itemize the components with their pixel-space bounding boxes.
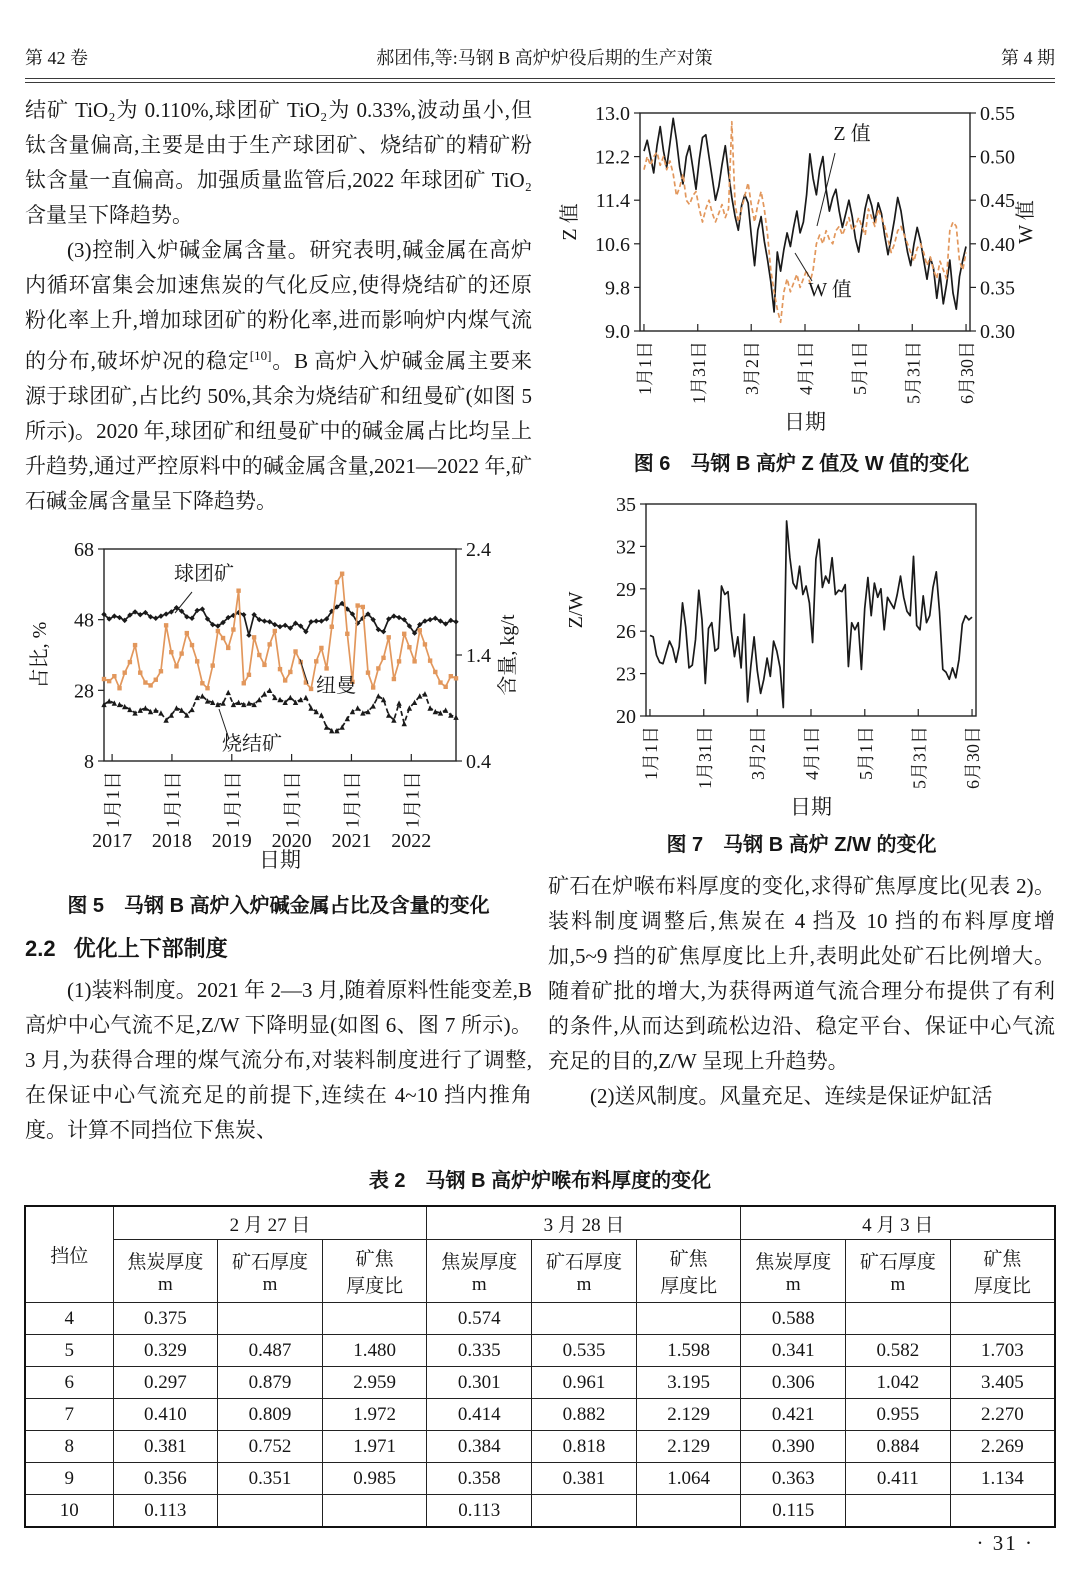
svg-text:Z 值: Z 值 (832, 123, 871, 145)
figure5-chart (26, 533, 531, 883)
sub-header: 矿焦 厚度比 (636, 1240, 741, 1303)
svg-text:0.40: 0.40 (979, 233, 1015, 256)
table-cell: 0.381 (532, 1463, 637, 1495)
table2-body (25, 1303, 1055, 1528)
svg-text:2019: 2019 (211, 830, 252, 852)
svg-text:6月30日: 6月30日 (956, 341, 977, 404)
table-cell: 0.375 (113, 1303, 218, 1335)
table-cell: 0.341 (741, 1335, 846, 1367)
date-group-header: 4 月 3 日 (741, 1206, 1055, 1240)
table-row (25, 1495, 1055, 1528)
table-cell: 0.329 (113, 1335, 218, 1367)
svg-text:9.0: 9.0 (604, 321, 630, 343)
paragraph-alkali-pre: (3)控制入炉碱金属含量。研究表明,碱金属在高炉内循环富集会加速焦炭的气化反应,使得烧结矿的还原粉化率上升,增加球团矿的粉化率,进而影响炉内煤气流的分布,破坏炉况的稳定 (25, 238, 532, 373)
table-cell: 0.752 (218, 1431, 323, 1463)
table-cell: 2.129 (636, 1399, 741, 1431)
table-cell (846, 1495, 951, 1528)
svg-text:20: 20 (615, 706, 636, 728)
header-divider (25, 78, 1055, 83)
figure-5 (25, 533, 532, 918)
svg-text:W 值: W 值 (807, 279, 852, 301)
svg-text:6月30日: 6月30日 (962, 726, 983, 789)
svg-text:0.55: 0.55 (979, 103, 1015, 125)
table-cell: 0.301 (427, 1367, 532, 1399)
table-cell: 0.574 (427, 1303, 532, 1335)
left-column (25, 93, 532, 1148)
table-cell: 0.818 (532, 1431, 637, 1463)
table-cell: 0.588 (741, 1303, 846, 1335)
svg-text:1月1日: 1月1日 (222, 771, 244, 829)
svg-text:1月1日: 1月1日 (342, 771, 364, 829)
page-number: · 31 · (976, 1531, 1034, 1555)
table-cell: 0.882 (532, 1399, 637, 1431)
table-cell: 1.703 (950, 1335, 1055, 1367)
svg-text:W 值: W 值 (1014, 200, 1037, 244)
svg-text:1月31日: 1月31日 (688, 341, 709, 404)
svg-text:68: 68 (74, 539, 94, 561)
svg-text:5月31日: 5月31日 (908, 726, 929, 789)
table-cell: 2.269 (950, 1431, 1055, 1463)
sub-header: 矿石厚度 m (532, 1240, 637, 1303)
gear-cell: 4 (25, 1303, 113, 1335)
table-cell: 0.582 (846, 1335, 951, 1367)
svg-text:3月2日: 3月2日 (741, 341, 762, 395)
issue-label: 第 4 期 (1000, 48, 1055, 68)
table2-title: 表 2 马钢 B 高炉炉喉布料厚度的变化 (368, 1170, 712, 1192)
sub-header: 矿石厚度 m (218, 1240, 323, 1303)
svg-text:3月2日: 3月2日 (747, 726, 768, 780)
right-column (548, 93, 1055, 1148)
svg-text:1月1日: 1月1日 (162, 771, 184, 829)
paragraph-blast: (2)送风制度。风量充足、连续是保证炉缸活 (590, 1084, 993, 1108)
sub-header: 矿石厚度 m (846, 1240, 951, 1303)
table-cell: 3.405 (950, 1367, 1055, 1399)
date-group-header: 2 月 27 日 (113, 1206, 427, 1240)
table-cell (846, 1303, 951, 1335)
table-cell (322, 1495, 427, 1528)
table-cell: 0.356 (113, 1463, 218, 1495)
svg-text:2020: 2020 (271, 830, 312, 852)
svg-text:2022: 2022 (391, 830, 432, 852)
table-cell: 1.971 (322, 1431, 427, 1463)
table-cell: 0.884 (846, 1431, 951, 1463)
table-cell (532, 1495, 637, 1528)
paragraph-alkali (25, 233, 532, 519)
gear-cell: 5 (25, 1335, 113, 1367)
svg-text:10.6: 10.6 (594, 233, 630, 256)
table-cell (322, 1303, 427, 1335)
sub-header: 矿焦 厚度比 (322, 1240, 427, 1303)
paragraph-thickness: 矿石在炉喉布料厚度的变化,求得矿焦厚度比(见表 2)。装料制度调整后,焦炭在 4 挡及 10 挡的布料厚度增加,5~9 挡的矿焦厚度比上升,表明此处矿石比例增大。随着矿批的增大,为获得两道气流合理分布提供了有利的条件,从而达到疏松边沿、稳定平台、保证中心气流充足的目的,Z/W 呈现上升趋势。 (548, 874, 1055, 1073)
table-cell: 2.959 (322, 1367, 427, 1399)
table-cell: 0.879 (218, 1367, 323, 1399)
paragraph-charging: (1)装料制度。2021 年 2—3 月,随着原料性能变差,B 高炉中心气流不足,Z/W 下降明显(如图 6、图 7 所示)。3 月,为获得合理的煤气流分布,对装料制度进行了调整,在保证中心气流充足的前提下,连续在 4~10 挡内推角度。计算不同挡位下焦炭、 (25, 978, 532, 1142)
svg-text:日期: 日期 (783, 410, 826, 434)
date-group-header: 3 月 28 日 (427, 1206, 741, 1240)
gear-cell: 10 (25, 1495, 113, 1528)
svg-text:2021: 2021 (331, 830, 372, 852)
table-cell: 0.414 (427, 1399, 532, 1431)
svg-text:日期: 日期 (259, 848, 301, 872)
table-row (25, 1463, 1055, 1495)
svg-text:0.4: 0.4 (466, 751, 491, 773)
page-header (25, 44, 1055, 70)
table-cell: 1.480 (322, 1335, 427, 1367)
table-cell: 0.297 (113, 1367, 218, 1399)
svg-text:35: 35 (615, 494, 636, 516)
table-row (25, 1399, 1055, 1431)
table-cell: 0.535 (532, 1335, 637, 1367)
table-cell: 0.390 (741, 1431, 846, 1463)
svg-text:32: 32 (615, 536, 636, 559)
svg-text:纽曼: 纽曼 (316, 675, 356, 697)
svg-text:烧结矿: 烧结矿 (222, 733, 282, 755)
table2-head (25, 1206, 1055, 1303)
gear-cell: 7 (25, 1399, 113, 1431)
table-cell: 0.809 (218, 1399, 323, 1431)
table2 (24, 1205, 1056, 1528)
svg-text:0.35: 0.35 (979, 277, 1015, 300)
table-cell: 1.598 (636, 1335, 741, 1367)
table-cell: 0.985 (322, 1463, 427, 1495)
table-cell (636, 1495, 741, 1528)
table-row (25, 1367, 1055, 1399)
figure6-chart (552, 95, 1052, 441)
table-cell: 0.384 (427, 1431, 532, 1463)
table-cell (950, 1303, 1055, 1335)
gear-cell: 8 (25, 1431, 113, 1463)
table-cell: 0.421 (741, 1399, 846, 1431)
svg-text:23: 23 (615, 663, 636, 686)
svg-text:2018: 2018 (151, 830, 192, 852)
svg-text:9.8: 9.8 (604, 277, 630, 300)
svg-text:1月1日: 1月1日 (402, 771, 424, 829)
svg-text:4月1日: 4月1日 (795, 341, 816, 395)
table-cell: 1.972 (322, 1399, 427, 1431)
svg-text:日期: 日期 (789, 795, 832, 819)
gear-col-header: 挡位 (25, 1206, 113, 1303)
table-cell: 0.113 (427, 1495, 532, 1528)
svg-text:5月31日: 5月31日 (902, 341, 923, 404)
svg-text:28: 28 (74, 680, 94, 703)
table-cell (636, 1303, 741, 1335)
section-number: 2.2 (25, 936, 56, 961)
two-column-body (25, 93, 1055, 1148)
gear-cell: 6 (25, 1367, 113, 1399)
svg-text:2017: 2017 (92, 830, 133, 852)
sub-header: 焦炭厚度 m (741, 1240, 846, 1303)
svg-text:Z 值: Z 值 (558, 203, 581, 241)
svg-text:1月31日: 1月31日 (694, 726, 715, 789)
svg-text:13.0: 13.0 (594, 103, 630, 125)
section-heading-2-2 (25, 932, 532, 963)
svg-text:2.4: 2.4 (466, 539, 491, 561)
svg-text:11.4: 11.4 (595, 190, 630, 213)
svg-text:26: 26 (615, 621, 636, 644)
figure7-caption: 图 7 马钢 B 高炉 Z/W 的变化 (666, 834, 937, 856)
svg-text:12.2: 12.2 (594, 146, 630, 169)
volume-label: 第 42 卷 (25, 48, 88, 68)
svg-text:1月1日: 1月1日 (640, 726, 661, 780)
table-row (25, 1431, 1055, 1463)
paragraph-tio2: 结矿 TiO₂为 0.110%,球团矿 TiO₂为 0.33%,波动虽小,但钛含量偏高,主要是由于生产球团矿、烧结矿的精矿粉钛含量一直偏高。加强质量监管后,2022 年球团矿 TiO₂含量呈下降趋势。 (25, 98, 532, 227)
sub-header: 矿焦 厚度比 (950, 1240, 1055, 1303)
svg-text:0.45: 0.45 (979, 190, 1015, 213)
table-cell: 0.381 (113, 1431, 218, 1463)
table-cell: 1.042 (846, 1367, 951, 1399)
table-cell: 0.961 (532, 1367, 637, 1399)
table-cell (218, 1303, 323, 1335)
svg-text:29: 29 (615, 578, 636, 601)
running-title: 郝团伟,等:马钢 B 高炉炉役后期的生产对策 (376, 48, 713, 68)
table-cell: 0.351 (218, 1463, 323, 1495)
table-cell: 0.487 (218, 1335, 323, 1367)
figure-6 (548, 95, 1055, 476)
section-title: 优化上下部制度 (73, 936, 228, 961)
svg-text:1月1日: 1月1日 (282, 771, 304, 829)
table-cell (218, 1495, 323, 1528)
table-cell: 0.335 (427, 1335, 532, 1367)
table-cell: 0.411 (846, 1463, 951, 1495)
figure5-caption: 图 5 马钢 B 高炉入炉碱金属占比及含量的变化 (67, 895, 490, 917)
table-cell: 2.270 (950, 1399, 1055, 1431)
svg-text:5月1日: 5月1日 (855, 726, 876, 780)
svg-text:8: 8 (84, 751, 94, 773)
sub-header: 焦炭厚度 m (427, 1240, 532, 1303)
table-row (25, 1335, 1055, 1367)
table-cell: 0.955 (846, 1399, 951, 1431)
svg-text:含量, kg/t: 含量, kg/t (497, 614, 519, 696)
figure7-chart (552, 490, 1052, 822)
svg-text:球团矿: 球团矿 (174, 563, 234, 585)
svg-text:0.50: 0.50 (979, 146, 1015, 169)
gear-cell: 9 (25, 1463, 113, 1495)
svg-text:4月1日: 4月1日 (801, 726, 822, 780)
svg-text:Z/W: Z/W (564, 591, 587, 629)
svg-text:48: 48 (74, 609, 94, 632)
table2-section (24, 1164, 1056, 1528)
paragraph-alkali-post: 。B 高炉入炉碱金属主要来源于球团矿,占比约 50%,其余为烧结矿和纽曼矿(如图 5 所示)。2020 年,球团矿和纽曼矿中的碱金属占比均呈上升趋势,通过严控原料中的碱金属含量,2021—2022 年,矿石碱金属含量呈下降趋势。 (25, 349, 532, 513)
table-cell: 1.064 (636, 1463, 741, 1495)
table-cell: 0.115 (741, 1495, 846, 1528)
svg-text:1月1日: 1月1日 (103, 771, 125, 829)
svg-text:5月1日: 5月1日 (849, 341, 870, 395)
table-cell: 3.195 (636, 1367, 741, 1399)
table-row (25, 1303, 1055, 1335)
svg-text:1.4: 1.4 (466, 645, 491, 667)
table-cell: 0.363 (741, 1463, 846, 1495)
table-cell (532, 1303, 637, 1335)
table-cell: 0.113 (113, 1495, 218, 1528)
table-cell (950, 1495, 1055, 1528)
figure-7 (548, 490, 1055, 857)
svg-text:0.30: 0.30 (979, 321, 1015, 343)
citation-ref: [10] (249, 348, 272, 363)
table-cell: 2.129 (636, 1431, 741, 1463)
table-cell: 0.358 (427, 1463, 532, 1495)
figure6-caption: 图 6 马钢 B 高炉 Z 值及 W 值的变化 (633, 453, 970, 475)
table-cell: 0.410 (113, 1399, 218, 1431)
svg-text:占比, %: 占比, % (29, 621, 51, 689)
svg-text:1月1日: 1月1日 (634, 341, 655, 395)
sub-header: 焦炭厚度 m (113, 1240, 218, 1303)
table-cell: 1.134 (950, 1463, 1055, 1495)
table-cell: 0.306 (741, 1367, 846, 1399)
